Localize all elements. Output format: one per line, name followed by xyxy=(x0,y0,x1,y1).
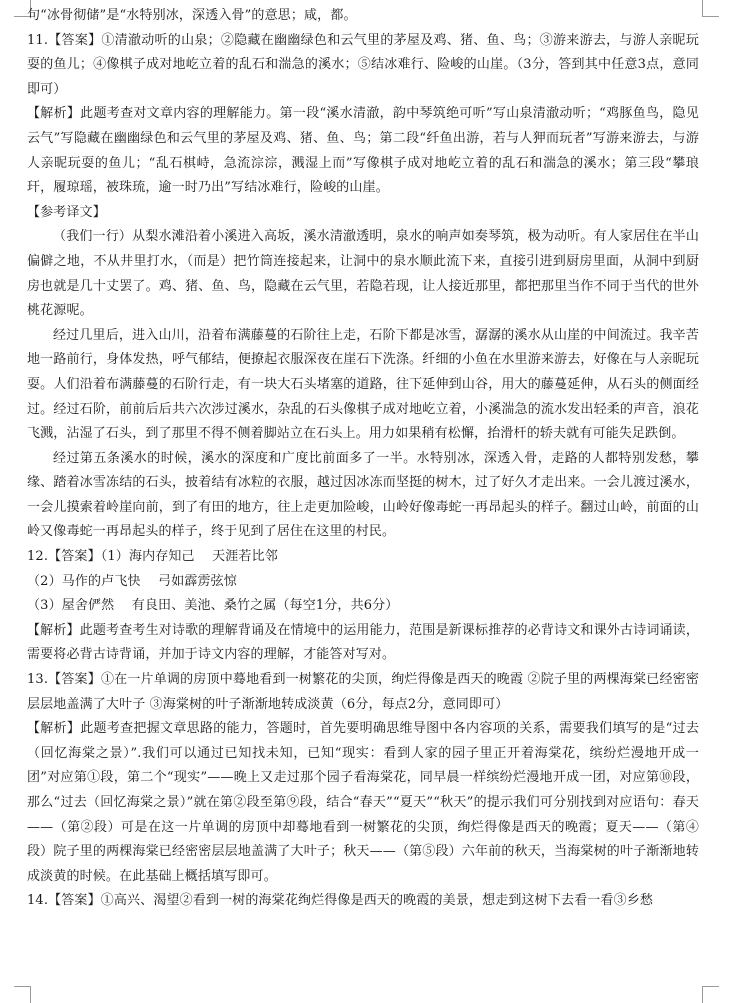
crop-mark-bottom-left xyxy=(14,986,31,1003)
answer-12-part-1: 12.【答案】（1）海内存知己 天涯若比邻 xyxy=(27,549,278,565)
analysis-12: 【解析】此题考查考生对诗歌的理解背诵及在情境中的运用能力，范围是新课标推荐的必背诗文和课外古诗词诵读，需要将必背古诗背诵，并加于诗文内容的理解，才能答对写对。 xyxy=(27,622,699,663)
answer-13: 13.【答案】①在一片单调的房顶中蓦地看到一树繁花的尖顶，绚烂得像是西天的晚霞 ②院子里的两棵海棠已经密密层层地盖满了大叶子 ③海棠树的叶子渐渐地转成淡黄（6分，每点2分，意同即可） xyxy=(27,672,699,712)
translation-paragraph-2: 经过几里后，进入山川，沿着布满藤蔓的石阶往上走，石阶下都是冰雪，潺潺的溪水从山崖的中间流过。我辛苦地一路前行，身体发热，呼气郁结，便撩起衣服深夜在崖石下洗涤。纤细的小鱼在水里游来游去，好像在与人亲昵玩耍。人们沿着布满藤蔓的石阶行走，有一块大石头堵塞的道路，往下延伸到山谷，用大的藤蔓延伸，从石头的侧面经过。经过石阶，前前后后共六次涉过溪水，杂乱的石头像棋子成对地屹立着，小溪湍急的流水发出轻柔的声音，浪花飞溅，沾湿了石头，到了那里不得不侧着脚站立在石头上。用力如果稍有松懈，抬滑杆的轿夫就有可能失足跌倒。 xyxy=(27,327,699,442)
crop-mark-bottom-right xyxy=(702,986,719,1003)
answer-key-content xyxy=(27,4,699,914)
translation-heading: 【参考译文】 xyxy=(27,204,106,220)
answer-11: 11.【答案】①清澈动听的山泉；②隐藏在幽幽绿色和云气里的茅屋及鸡、猪、鱼、鸟；③游来游去，与游人亲昵玩耍的鱼儿；④像棋子成对地屹立着的乱石和湍急的溪水；⑤结冰难行、险峻的山崖。（3分，答到其中任意3点，意同即可） xyxy=(27,32,699,97)
explanation-line: 句“冰骨彻储”是“水特别冰，深透入骨”的意思；咸，都。 xyxy=(27,8,357,23)
analysis-13: 【解析】此题考查把握文章思路的能力，答题时，首先要明确思维导图中各内容项的关系，需要我们填写的是“过去（回忆海棠之景）”.我们可以通过已知找未知，已知“现实：看到人家的园子里正开着海棠花，缤纷烂漫地开成一团”对应第①段，第二个“现实”——晚上又走过那个园子看海棠花，同早晨一样缤纷烂漫地开成一团，对应第⑩段，那么“过去（回忆海棠之景）”就在第②段至第⑨段，结合“春天”“夏天”“秋天”的提示我们可分别找到对应语句：春天——（第②段）可是在这一片单调的房顶中却蓦地看到一树繁花的尖顶，绚烂得像是西天的晚霞；夏天——（第④段）院子里的两棵海棠已经密密层层地盖满了大叶子；秋天——（第⑤段）六年前的秋天，当海棠树的叶子渐渐地转成淡黄的时候。在此基础上概括填写即可。 xyxy=(27,721,699,884)
analysis-11: 【解析】此题考查对文章内容的理解能力。第一段“溪水清澈，韵中琴筑绝可听”写山泉清澈动听；“鸡豚鱼鸟，隐见云气”写隐藏在幽幽绿色和云气里的茅屋及鸡、猪、鱼、鸟；第二段“纤鱼出游，若与人狎而玩者”写游来游去，与游人亲昵玩耍的鱼儿；“乱石棋峙，急流淙淙，溅湿上而”写像棋子成对地屹立着的乱石和湍急的溪水；第三段“攀琅玕，履琼瑶，被珠琉，逾一时乃出”写结冰难行，险峻的山崖。 xyxy=(27,106,699,196)
translation-paragraph-1: （我们一行）从梨水滩沿着小溪进入高坂，溪水清澈透明，泉水的响声如奏琴筑，极为动听。有人家居住在半山偏僻之地，不从井里打水，（而是）把竹筒连接起来，让洞中的泉水顺此流下来，直接引进到厨房里面，从洞中到厨房也就是几十丈罢了。鸡、猪、鱼、鸟，隐藏在云气里，若隐若现，让人接近那里，都把那里当作不同于当代的世外桃花源呢。 xyxy=(27,229,699,319)
answer-14: 14.【答案】①高兴、渴望②看到一树的海棠花绚烂得像是西天的晚霞的美景，想走到这树下去看一看③乡愁 xyxy=(27,893,654,909)
answer-12-part-3: （3）屋舍俨然 有良田、美池、桑竹之属（每空1分，共6分） xyxy=(27,598,399,614)
answer-12-part-2: （2）马作的卢飞快 弓如霹雳弦惊 xyxy=(27,573,237,589)
translation-paragraph-3: 经过第五条溪水的时候，溪水的深度和广度比前面多了一半。水特别冰，深透入骨，走路的人都特别发愁，攀缘、踏着冰雪冻结的石头，披着结有冰粒的衣服，越过因冰冻而坚挺的树木，过了好久才走出来。一会儿渡过溪水，一会儿摸索着岭崖向前，到了有田的地方，往上走更加险峻，山岭好像毒蛇一再昂起头的样子。翻过山岭，前面的山岭又像毒蛇一再昂起头的样子，终于见到了居住在这里的村民。 xyxy=(27,450,699,540)
crop-mark-top-right xyxy=(702,0,719,17)
